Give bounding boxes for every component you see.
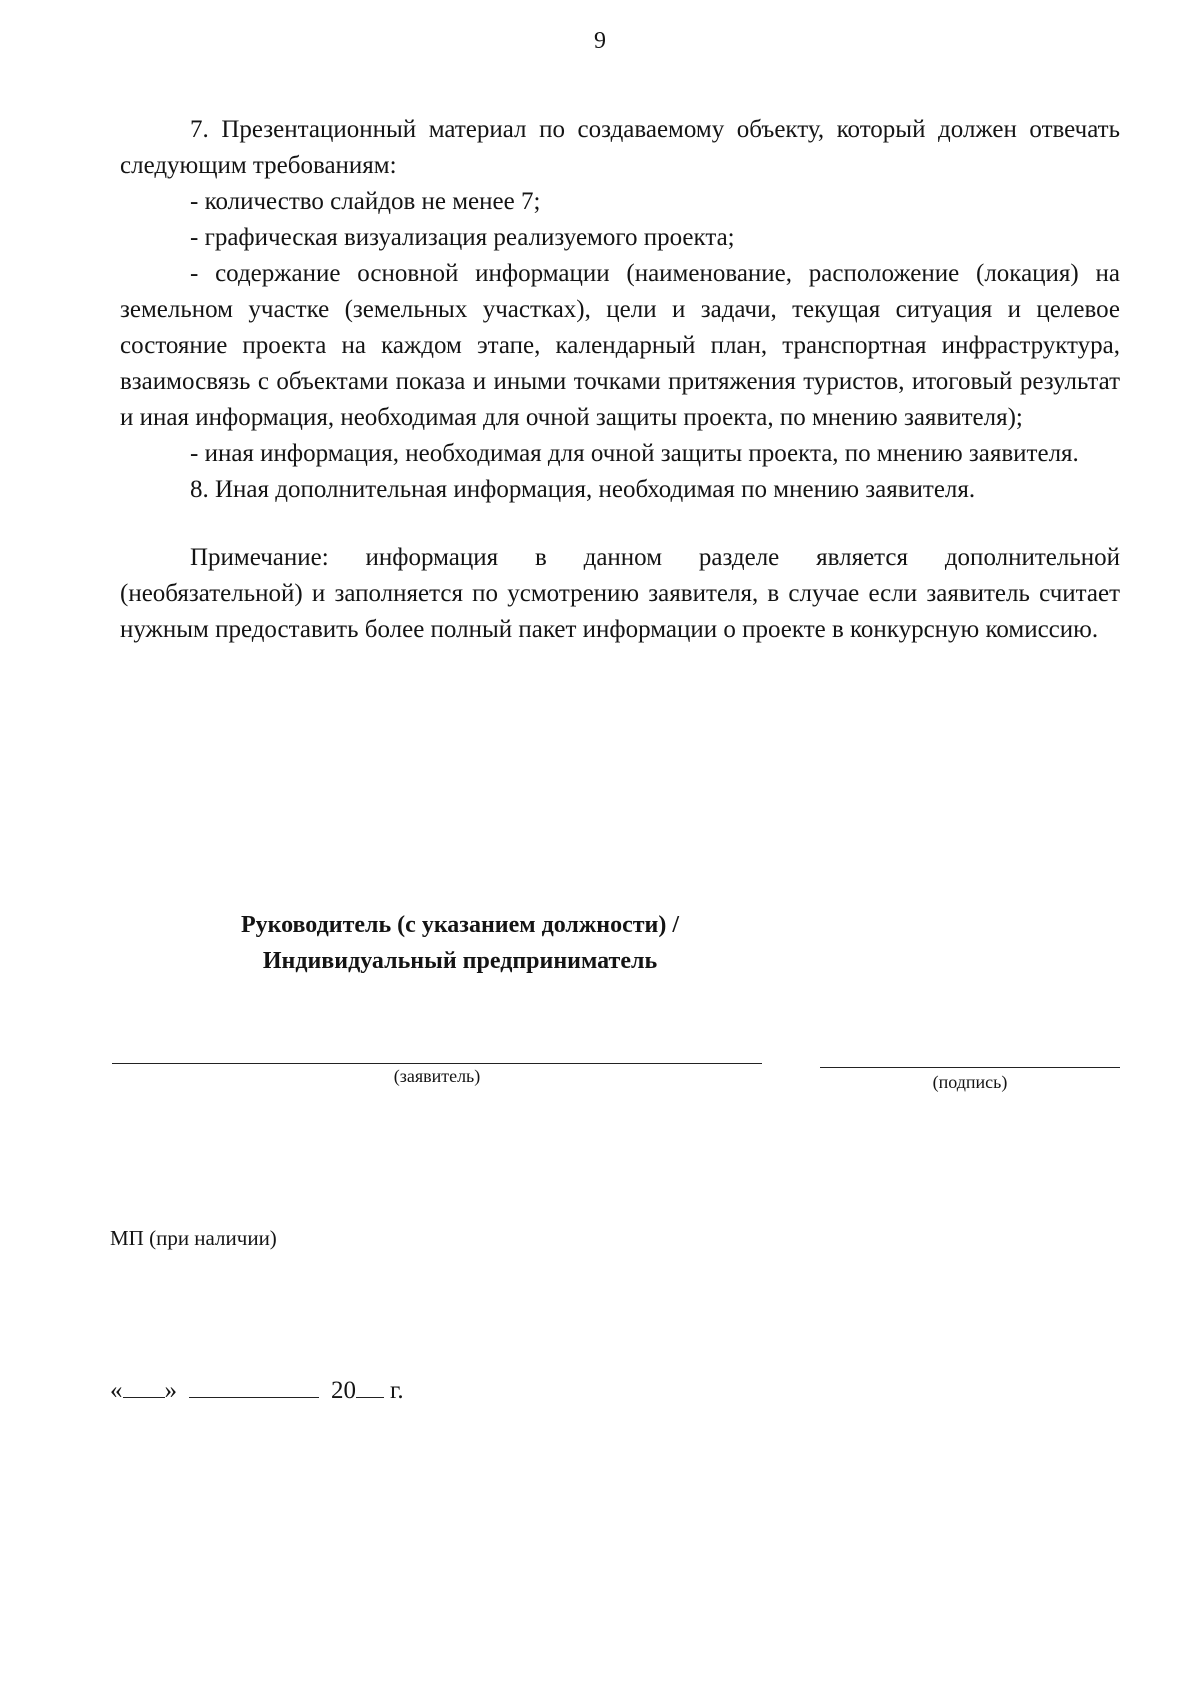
date-century: 20 (331, 1377, 356, 1404)
item-7-bullet-other: - иная информация, необходимая для очной защиты проекта, по мнению заявителя. (190, 440, 1079, 467)
date-open-quote: « (110, 1377, 123, 1404)
signer-title-line-1: Руководитель (с указанием должности) / (240, 912, 680, 938)
date-year-suffix: г. (390, 1377, 404, 1404)
document-body (120, 112, 1120, 648)
item-7-bullet-visualization: - графическая визуализация реализуемого проекта; (190, 224, 735, 251)
signer-title (120, 907, 800, 979)
signature-caption: (подпись) (932, 1072, 1008, 1092)
applicant-name-line (112, 1063, 762, 1064)
date-close-quote: » (164, 1377, 177, 1404)
date-year-blank (356, 1375, 384, 1398)
date-line (110, 1375, 404, 1405)
signature-line (820, 1067, 1120, 1068)
note-paragraph: Примечание: информация в данном разделе является дополнительной (необязательной) и заполняется по усмотрению заявителя, в случае если заявитель считает нужным предоставить более полный пакет информации о проекте в конкурсную комиссию. (120, 544, 1120, 643)
signer-title-line-2: Индивидуальный предприниматель (262, 948, 658, 974)
page-number: 9 (594, 28, 606, 54)
item-7-bullet-content: - содержание основной информации (наименование, расположение (локация) на земельном участке (земельных участках), цели и задачи, текущая ситуация и целевое состояние проекта на каждом этапе, календарный план, транспортная инфраструктура, взаимосвязь с объектами показа и иными точками притяжения туристов, итоговый результат и иная информация, необходимая для очной защиты проекта, по мнению заявителя); (120, 260, 1120, 431)
item-7-intro: 7. Презентационный материал по создаваемому объекту, который должен отвечать следующим требованиям: (120, 116, 1120, 179)
date-month-blank (189, 1375, 319, 1398)
item-7-bullet-slides: - количество слайдов не менее 7; (190, 188, 541, 215)
stamp-note: МП (при наличии) (110, 1226, 277, 1250)
item-8: 8. Иная дополнительная информация, необходимая по мнению заявителя. (190, 476, 976, 503)
date-day-blank (123, 1375, 165, 1398)
applicant-caption: (заявитель) (393, 1066, 481, 1086)
